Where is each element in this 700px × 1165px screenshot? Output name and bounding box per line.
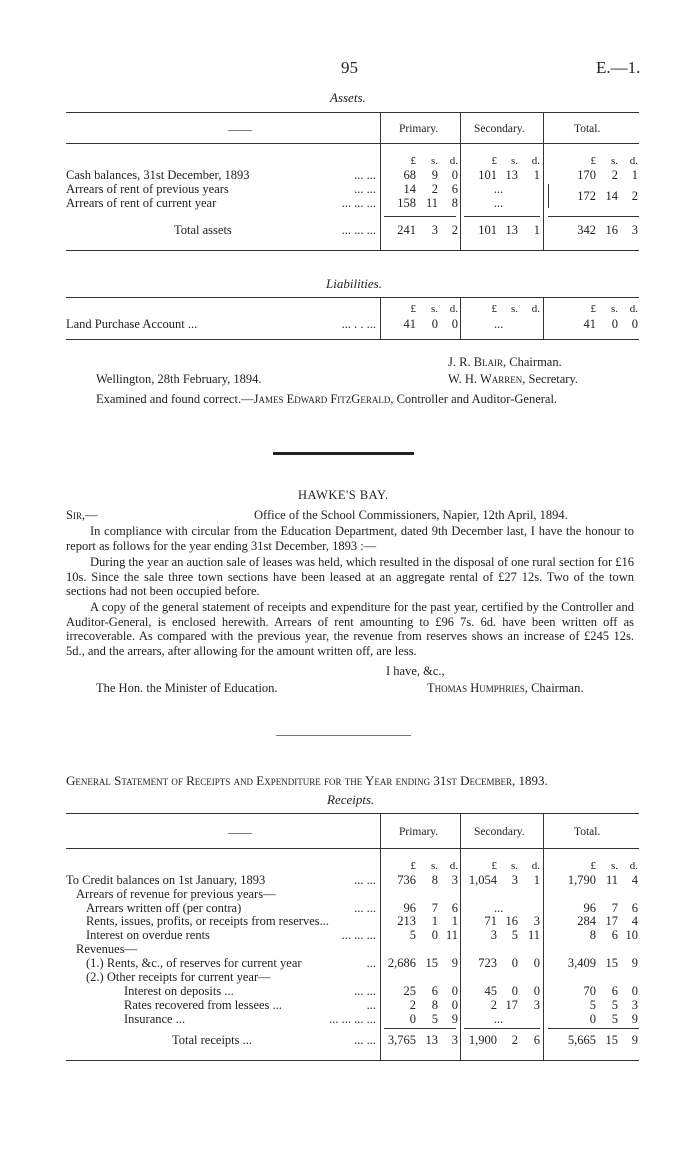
receipts-unit-s-s: s. (510, 860, 518, 872)
receipt-row-secondary-blank: ... (493, 901, 504, 915)
receipt-row-primary-shillings: 7 (431, 901, 438, 915)
asset-row-label: Cash balances, 31st December, 1893 (66, 168, 250, 182)
assets-subtotal-rule-secondary (464, 216, 540, 217)
assets-total-label: Total assets (174, 223, 232, 237)
receipt-row-secondary-pence: 3 (533, 998, 540, 1012)
assets-caption: Assets. (330, 90, 366, 105)
receipt-row-total-shillings: 6 (611, 928, 618, 942)
letter-salutation: Sir,— (66, 508, 98, 522)
receipts-header-total: Total. (574, 826, 601, 838)
receipt-row-label: Interest on deposits ... (124, 984, 234, 998)
assets-total-total-pence: 3 (631, 223, 638, 237)
receipt-row-primary-pence: 11 (445, 928, 458, 942)
asset-row-primary-shillings: 11 (425, 196, 438, 210)
receipt-row-leader: ... (366, 956, 376, 970)
receipts-total-total-pounds: 5,665 (567, 1033, 596, 1047)
receipts-total-secondary-pounds: 1,900 (468, 1033, 497, 1047)
receipt-row-primary-pounds: 736 (397, 873, 416, 887)
receipt-row-secondary-shillings: 0 (511, 984, 518, 998)
receipt-row-label: Interest on overdue rents (86, 928, 210, 942)
receipt-row-total-pence: 0 (631, 984, 638, 998)
receipt-row-primary-pence: 3 (451, 873, 458, 887)
asset-row-primary-shillings: 2 (431, 182, 438, 196)
receipt-row-secondary-blank: ... (493, 1012, 504, 1026)
receipt-row-total-shillings: 5 (611, 998, 618, 1012)
page-reference: E.—1. (596, 58, 641, 77)
receipt-row-primary-shillings: 15 (425, 956, 438, 970)
receipt-row-secondary-pounds: 3 (490, 928, 497, 942)
assets-unit-s-d: d. (531, 155, 540, 167)
receipt-row-total-pounds: 5 (589, 998, 596, 1012)
letter-heading: HAWKE'S BAY. (298, 488, 389, 502)
receipt-row-leader: ... (366, 998, 376, 1012)
asset-row-leader: ... ... (354, 182, 376, 196)
receipt-row-label: Arrears written off (per contra) (86, 901, 242, 915)
assets-unit-t-s: s. (610, 155, 618, 167)
examined-line (96, 392, 557, 407)
receipt-row-label: (2.) Other receipts for current year— (86, 970, 271, 984)
receipts-unit-t-d: d. (629, 860, 638, 872)
assets-unit-t-l: £ (590, 155, 596, 167)
receipt-row-secondary-pence: 0 (533, 984, 540, 998)
arrears-combined-total-pence: 2 (631, 189, 638, 203)
receipt-row-label: (1.) Rents, &c., of reserves for current year (86, 956, 302, 970)
receipt-row-total-shillings: 11 (605, 873, 618, 887)
chairman-signature (448, 355, 562, 370)
receipt-row-secondary-shillings: 16 (505, 914, 518, 928)
receipt-row-label: Arrears of revenue for previous years— (76, 887, 276, 901)
liability-label: Land Purchase Account ... (66, 317, 198, 331)
receipt-row-primary-shillings: 8 (431, 873, 438, 887)
assets-unit-p-d: d. (449, 155, 458, 167)
assets-top-rule (66, 112, 639, 113)
asset-row-total-pence: 1 (631, 168, 638, 182)
letter-closing: I have, &c., (386, 664, 445, 678)
receipt-row-total-pounds: 284 (577, 914, 596, 928)
receipt-row-primary-pounds: 2 (409, 998, 416, 1012)
assets-header-secondary: Secondary. (474, 123, 525, 135)
asset-row-secondary-blank: ... (493, 196, 504, 210)
receipts-total-primary-shillings: 13 (425, 1033, 438, 1047)
liability-total-pence: 0 (631, 317, 638, 331)
receipt-row-primary-pounds: 25 (403, 984, 416, 998)
assets-header-total: Total. (574, 123, 601, 135)
receipts-header-primary: Primary. (399, 826, 439, 838)
receipt-row-total-pence: 6 (631, 901, 638, 915)
asset-row-total-pounds: 170 (577, 168, 596, 182)
receipts-header-rule (66, 848, 639, 849)
chairman-name: J. R. Blair, (448, 355, 507, 369)
assets-total-secondary-shillings: 13 (505, 223, 518, 237)
liability-leader: ... . . ... (341, 317, 376, 331)
asset-row-secondary-shillings: 13 (505, 168, 518, 182)
receipts-unit-s-d: d. (531, 860, 540, 872)
liabilities-unit-t-l: £ (590, 303, 596, 315)
receipt-row-primary-pence: 6 (451, 901, 458, 915)
receipt-row-leader: ... ... (354, 984, 376, 998)
letter-signer (427, 681, 583, 696)
assets-total-primary-pounds: 241 (397, 223, 416, 237)
liabilities-unit-s-s: s. (510, 303, 518, 315)
assets-unit-s-s: s. (510, 155, 518, 167)
liabilities-unit-p-l: £ (410, 303, 416, 315)
asset-row-primary-pence: 6 (451, 182, 458, 196)
liabilities-unit-s-l: £ (491, 303, 497, 315)
receipt-row-leader: ... ... ... ... (329, 1012, 376, 1026)
receipts-total-secondary-shillings: 2 (511, 1033, 518, 1047)
assets-unit-p-l: £ (410, 155, 416, 167)
assets-total-total-shillings: 16 (605, 223, 618, 237)
receipt-row-total-shillings: 15 (605, 956, 618, 970)
asset-row-secondary-pence: 1 (533, 168, 540, 182)
receipt-row-primary-shillings: 5 (431, 1012, 438, 1026)
page-number: 95 (341, 58, 358, 77)
liabilities-unit-p-s: s. (430, 303, 438, 315)
general-statement-title: General Statement of Receipts and Expenditure for the Year ending 31st December, 1893. (66, 773, 548, 788)
liability-primary-pence: 0 (451, 317, 458, 331)
asset-row-primary-pence: 8 (451, 196, 458, 210)
asset-row-label: Arrears of rent of previous years (66, 182, 229, 196)
receipt-row-secondary-pounds: 45 (484, 984, 497, 998)
receipts-header-dash: —— (228, 825, 252, 839)
receipt-row-primary-pounds: 5 (409, 928, 416, 942)
assets-total-secondary-pounds: 101 (478, 223, 497, 237)
receipts-total-primary-pounds: 3,765 (387, 1033, 416, 1047)
letter-signer-name: Thomas Humphries, (427, 681, 528, 695)
letter-paragraph-1: In compliance with circular from the Education Department, dated 9th December last, I have the honour to report as follows for the year ending 31st December, 1893 :— (66, 524, 634, 553)
receipt-row-total-pounds: 8 (589, 928, 596, 942)
liabilities-unit-t-d: d. (629, 303, 638, 315)
receipt-row-secondary-pounds: 2 (490, 998, 497, 1012)
receipt-row-secondary-pence: 11 (527, 928, 540, 942)
receipt-row-total-pence: 10 (625, 928, 638, 942)
receipt-row-total-pounds: 70 (583, 984, 596, 998)
examiner-role: Controller and Auditor-General. (396, 392, 558, 406)
receipt-row-total-shillings: 6 (611, 984, 618, 998)
receipt-row-total-pence: 4 (631, 914, 638, 928)
receipt-row-total-shillings: 17 (605, 914, 618, 928)
receipts-subtotal-rule-total (548, 1028, 639, 1029)
assets-total-primary-pence: 2 (451, 223, 458, 237)
receipt-row-leader: ... ... (354, 901, 376, 915)
receipt-row-primary-pounds: 213 (397, 914, 416, 928)
assets-subtotal-rule-primary (384, 216, 456, 217)
assets-total-secondary-pence: 1 (533, 223, 540, 237)
asset-row-total-shillings: 2 (611, 168, 618, 182)
receipts-unit-p-d: d. (449, 860, 458, 872)
receipts-unit-t-l: £ (590, 860, 596, 872)
assets-header-rule (66, 143, 639, 144)
letter-address: Office of the School Commissioners, Napier, 12th April, 1894. (254, 508, 568, 522)
receipts-total-total-pence: 9 (631, 1033, 638, 1047)
asset-row-label: Arrears of rent of current year (66, 196, 217, 210)
receipt-row-secondary-pounds: 71 (484, 914, 497, 928)
liabilities-caption: Liabilities. (326, 276, 382, 291)
asset-row-primary-pounds: 14 (403, 182, 416, 196)
assets-header-primary: Primary. (399, 123, 439, 135)
receipts-subtotal-rule-secondary (464, 1028, 540, 1029)
liabilities-unit-s-d: d. (531, 303, 540, 315)
examined-prefix: Examined and found correct.— (96, 392, 254, 406)
liabilities-unit-p-d: d. (449, 303, 458, 315)
receipt-row-label: Insurance ... (124, 1012, 186, 1026)
asset-row-primary-pounds: 68 (403, 168, 416, 182)
assets-header-dash: —— (228, 122, 252, 136)
receipt-row-label: Rents, issues, profits, or receipts from reserves... (86, 914, 329, 928)
receipt-row-total-pounds: 1,790 (567, 873, 596, 887)
receipt-row-secondary-pence: 3 (533, 914, 540, 928)
receipt-row-primary-pence: 1 (451, 914, 458, 928)
assets-total-total-pounds: 342 (577, 223, 596, 237)
asset-row-leader: ... ... ... (341, 196, 376, 210)
receipt-row-primary-shillings: 6 (431, 984, 438, 998)
receipt-row-primary-shillings: 1 (431, 914, 438, 928)
liability-total-shillings: 0 (611, 317, 618, 331)
receipt-row-total-pounds: 96 (583, 901, 596, 915)
assets-unit-p-s: s. (430, 155, 438, 167)
receipt-row-secondary-pence: 0 (533, 956, 540, 970)
receipt-row-label: Rates recovered from lessees ... (124, 998, 282, 1012)
receipt-row-total-shillings: 7 (611, 901, 618, 915)
receipt-row-total-pence: 4 (631, 873, 638, 887)
receipts-unit-p-l: £ (410, 860, 416, 872)
asset-row-secondary-blank: ... (493, 182, 504, 196)
receipt-row-secondary-shillings: 5 (511, 928, 518, 942)
receipt-row-secondary-shillings: 0 (511, 956, 518, 970)
asset-row-primary-pence: 0 (451, 168, 458, 182)
liabilities-unit-t-s: s. (610, 303, 618, 315)
assets-total-primary-shillings: 3 (431, 223, 438, 237)
receipts-header-secondary: Secondary. (474, 826, 525, 838)
receipts-total-primary-pence: 3 (451, 1033, 458, 1047)
secretary-role: Secretary. (528, 372, 579, 386)
secretary-name: W. H. Warren, (448, 372, 526, 386)
receipt-row-secondary-shillings: 3 (511, 873, 518, 887)
receipts-total-total-shillings: 15 (605, 1033, 618, 1047)
receipts-total-label: Total receipts ... (172, 1033, 252, 1047)
letter-paragraph-3: A copy of the general statement of receipts and expenditure for the past year, certified by the Controller and Auditor-General, is enclosed herewith. Arrears of rent amounting to £96 7s. 6d. have been written off as irrecoverable. As compared with the previous year, the revenue from reserves shows an increase of £245 12s. 5d., and the arrears, after allowing for the amount written off, are less. (66, 600, 634, 658)
receipt-row-label: Revenues— (76, 942, 138, 956)
arrears-combined-total-pounds: 172 (577, 189, 596, 203)
receipt-row-total-pence: 3 (631, 998, 638, 1012)
letter-signer-role: Chairman. (531, 681, 584, 695)
receipts-unit-t-s: s. (610, 860, 618, 872)
arrears-combined-total-shillings: 14 (605, 189, 618, 203)
section-divider (273, 452, 414, 455)
receipt-row-secondary-shillings: 17 (505, 998, 518, 1012)
liability-primary-pounds: 41 (403, 317, 416, 331)
asset-row-leader: ... ... (354, 168, 376, 182)
asset-row-secondary-pounds: 101 (478, 168, 497, 182)
receipts-caption: Receipts. (327, 792, 375, 807)
receipts-subtotal-rule-primary (384, 1028, 456, 1029)
asset-row-primary-shillings: 9 (431, 168, 438, 182)
receipt-row-primary-pounds: 2,686 (387, 956, 416, 970)
receipt-row-total-pence: 9 (631, 956, 638, 970)
chairman-role: Chairman. (509, 355, 562, 369)
receipts-unit-p-s: s. (430, 860, 438, 872)
secretary-signature (448, 372, 578, 387)
receipts-top-rule (66, 813, 639, 814)
receipt-row-primary-pence: 9 (451, 1012, 458, 1026)
receipts-total-leader: ... ... (354, 1033, 376, 1047)
liability-total-pounds: 41 (583, 317, 596, 331)
assets-subtotal-rule-total (548, 216, 639, 217)
receipt-row-label: To Credit balances on 1st January, 1893 (66, 873, 266, 887)
receipt-row-primary-pence: 9 (451, 956, 458, 970)
receipts-bottom-rule (66, 1060, 639, 1061)
liabilities-top-rule (66, 297, 639, 298)
receipt-row-secondary-pounds: 1,054 (468, 873, 497, 887)
receipt-row-total-shillings: 5 (611, 1012, 618, 1026)
assets-bottom-rule (66, 250, 639, 251)
receipts-unit-s-l: £ (491, 860, 497, 872)
receipt-row-primary-shillings: 0 (431, 928, 438, 942)
liabilities-bottom-rule (66, 339, 639, 340)
letter-paragraph-2: During the year an auction sale of leases was held, which resulted in the disposal of one rural section for £16 10s. Since the sale three town sections have been leased at an aggregate rental of £27 12s. Two of the town sections had not been occupied before. (66, 555, 634, 598)
assets-unit-t-d: d. (629, 155, 638, 167)
receipt-row-primary-shillings: 8 (431, 998, 438, 1012)
receipts-total-secondary-pence: 6 (533, 1033, 540, 1047)
receipt-row-secondary-pounds: 723 (478, 956, 497, 970)
receipt-row-secondary-pence: 1 (533, 873, 540, 887)
receipt-row-primary-pence: 0 (451, 984, 458, 998)
receipt-row-primary-pounds: 96 (403, 901, 416, 915)
place-date: Wellington, 28th February, 1894. (96, 372, 262, 386)
letter-recipient: The Hon. the Minister of Education. (96, 681, 278, 695)
receipt-row-primary-pounds: 0 (409, 1012, 416, 1026)
receipt-row-total-pounds: 3,409 (567, 956, 596, 970)
asset-row-primary-pounds: 158 (397, 196, 416, 210)
receipt-row-total-pounds: 0 (589, 1012, 596, 1026)
receipt-row-leader: ... ... ... (341, 928, 376, 942)
liability-secondary-blank: ... (493, 317, 504, 331)
liability-primary-shillings: 0 (431, 317, 438, 331)
assets-total-leader: ... ... ... (341, 223, 376, 237)
assets-unit-s-l: £ (491, 155, 497, 167)
receipt-row-leader: ... ... (354, 873, 376, 887)
examiner-name: James Edward FitzGerald, (253, 392, 394, 406)
letter-end-rule (276, 735, 411, 736)
receipt-row-primary-pence: 0 (451, 998, 458, 1012)
receipt-row-total-pence: 9 (631, 1012, 638, 1026)
